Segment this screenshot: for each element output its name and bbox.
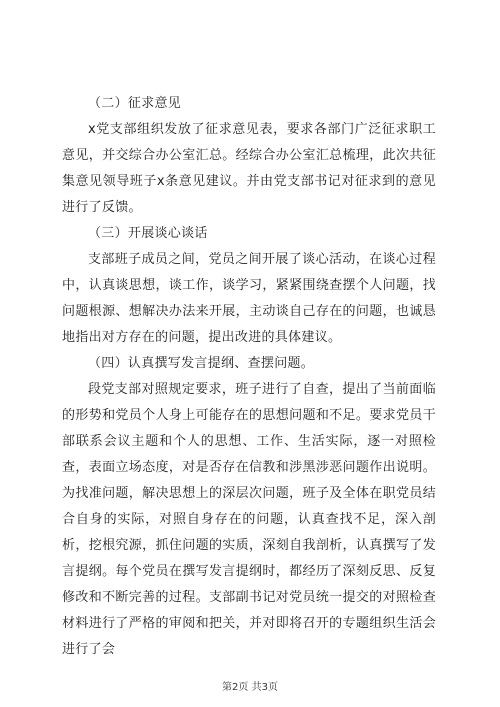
section-2-paragraph: x党支部组织发放了征求意见表，要求各部门广泛征求职工意见，并交综合办公室汇总。经综合办公室汇总梳理，此次共征集意见领导班子x条意见建议。并由党支部书记对征求到的意见进行了反馈。 xyxy=(62,122,436,215)
section-heading-3: （三）开展谈心谈话 xyxy=(88,226,208,241)
section-4-paragraph: 段党支部对照规定要求，班子进行了自查，提出了当前面临的形势和党员个人身上可能存在的思想问题和不足。要求党员干部联系会议主题和个人的思想、工作、生活实际，逐一对照检查，表面立场态度，对是否存在信教和涉黑涉恶问题作出说明。为找准问题，解决思想上的深层次问题，班子及全体在职党员结合自身的实际，对照自身存在的问题，认真查找不足，深入剖析，挖根究源，抓住问题的实质，深刻自我剖析，认真撰写了发言提纲。每个党员在撰写发言提纲时，都经历了深刻反思、反复修改和不断完善的过程。支部副书记对党员统一提交的对照检查材料进行了严格的审阅和把关，并对即将召开的专题组织生活会进行了会 xyxy=(62,382,436,657)
page-footer: 第2页 共3页 xyxy=(222,682,278,693)
document-body xyxy=(62,91,436,663)
section-heading-4: （四）认真撰写发言提纲、查摆问题。 xyxy=(88,356,315,371)
section-3-paragraph: 支部班子成员之间，党员之间开展了谈心活动，在谈心过程中，认真谈思想，谈工作，谈学习，紧紧围绕查摆个人问题，找问题根源、想解决办法来开展，主动谈自己存在的问题，也诚恳地指出对方存在的问题，提出改进的具体建议。 xyxy=(62,252,436,345)
section-heading-2: （二）征求意见 xyxy=(88,96,182,111)
